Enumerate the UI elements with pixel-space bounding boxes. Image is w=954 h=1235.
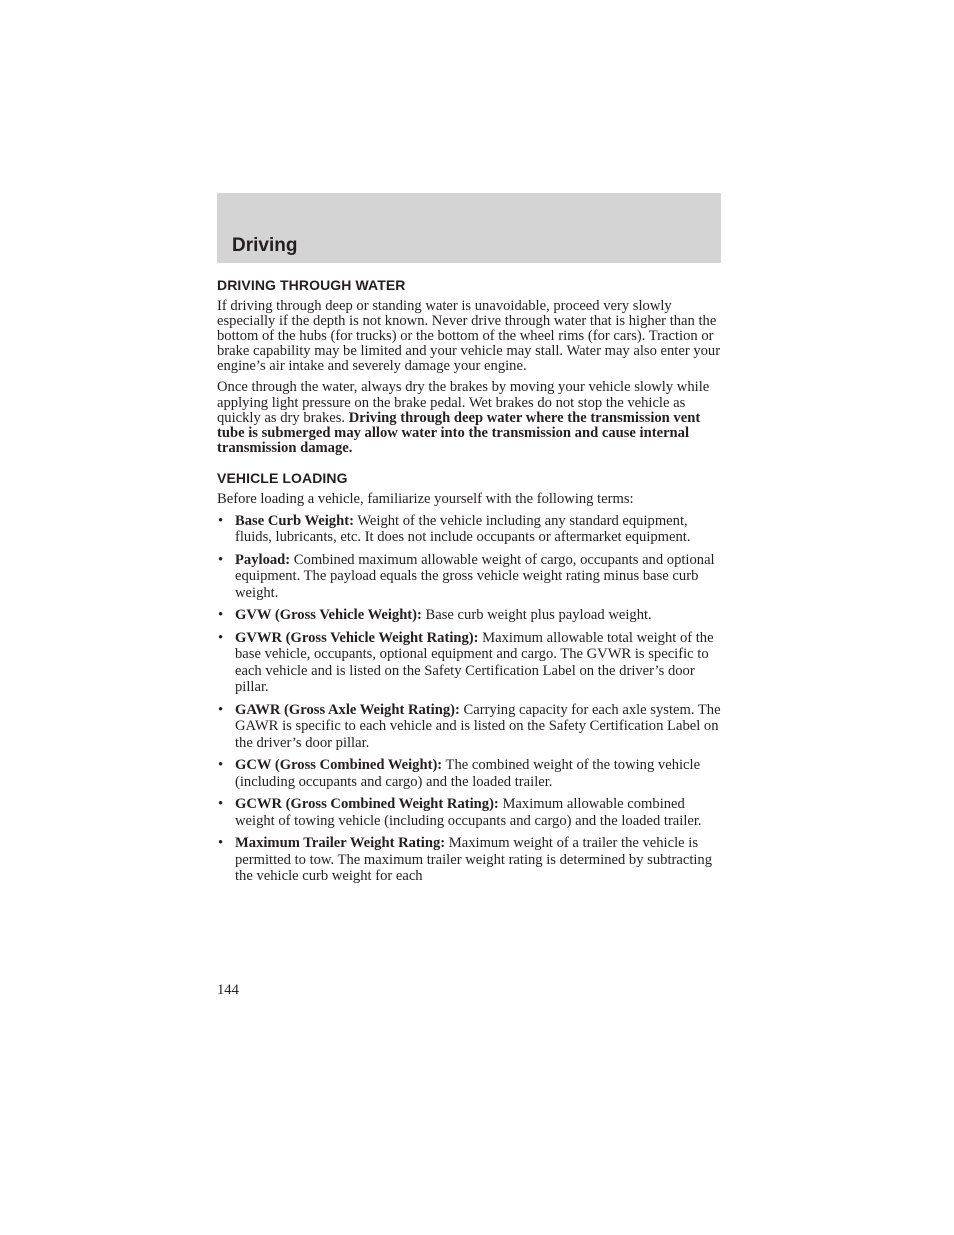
term-label: GCWR (Gross Combined Weight Rating): [235, 796, 499, 813]
term-definition: The combined weight of the towing vehicle (including occupants and cargo) and the loaded trailer. [235, 757, 701, 790]
term-label: GAWR (Gross Axle Weight Rating): [235, 701, 460, 718]
list-item-gcw [217, 757, 723, 790]
term-label: GVWR (Gross Vehicle Weight Rating): [235, 630, 479, 647]
bullet-icon: • [218, 796, 224, 813]
term-label: GVW (Gross Vehicle Weight): [235, 607, 422, 624]
term-definition: Maximum weight of a trailer the vehicle is permitted to tow. The maximum trailer weight rating is determined by subtracting the vehicle curb weight for each [235, 835, 713, 885]
water-paragraph-2-text: Once through the water, always dry the brakes by moving your vehicle slowly while applying light pressure on the brake pedal. Wet brakes do not stop the vehicle as quickly as dry brakes. [217, 379, 710, 426]
chapter-header-band [217, 193, 721, 263]
bullet-icon: • [218, 701, 224, 718]
term-definition: Base curb weight plus payload weight. [421, 607, 652, 624]
chapter-title: Driving [232, 235, 298, 256]
term-label: GCW (Gross Combined Weight): [235, 757, 443, 774]
term-definition: Maximum allowable combined weight of towing vehicle (including occupants and cargo) and the loaded trailer. [235, 796, 702, 829]
list-item-base-curb-weight [217, 513, 723, 546]
term-definition: Weight of the vehicle including any standard equipment, fluids, lubricants, etc. It does not include occupants or aftermarket equipment. [235, 513, 691, 546]
term-label: Base Curb Weight: [235, 513, 354, 530]
list-item-gcwr [217, 796, 723, 829]
term-definition: Carrying capacity for each axle system. The GAWR is specific to each vehicle and is listed on the Safety Certification Label on the driver’s door pillar. [235, 701, 721, 751]
bullet-icon: • [218, 835, 224, 852]
section-heading-driving-through-water: DRIVING THROUGH WATER [217, 277, 406, 293]
list-item-maximum-trailer-weight-rating [217, 835, 723, 884]
bullet-icon: • [218, 757, 224, 774]
water-paragraph-1: If driving through deep or standing water is unavoidable, proceed very slowly especially if the depth is not known. Never drive through water that is higher than the bottom of the hubs (for trucks) or the bottom of the wheel rims (for cars). Traction or brake capability may be limited and your vehicle may stall. Water may also enter your engine’s air intake and severely damage your engine. [217, 298, 721, 375]
list-item-payload [217, 552, 723, 601]
bullet-icon: • [218, 552, 224, 569]
term-definition: Maximum allowable total weight of the base vehicle, occupants, optional equipment and cargo. The GVWR is specific to each vehicle and is listed on the Safety Certification Label on the driver’s door pillar. [235, 630, 714, 696]
page-number: 144 [217, 982, 239, 998]
loading-intro: Before loading a vehicle, familiarize yourself with the following terms: [217, 490, 634, 507]
term-definition: Combined maximum allowable weight of cargo, occupants and optional equipment. The payload equals the gross vehicle weight rating minus base curb weight. [235, 552, 715, 601]
water-paragraph-2 [217, 380, 723, 455]
water-warning-text: Driving through deep water where the transmission vent tube is submerged may allow water into the transmission and cause internal transmission damage. [217, 409, 701, 456]
list-item-gvwr [217, 630, 723, 696]
loading-terms-list [217, 513, 723, 884]
section-heading-vehicle-loading: VEHICLE LOADING [217, 469, 348, 486]
term-label: Maximum Trailer Weight Rating: [235, 835, 446, 852]
bullet-icon: • [218, 607, 224, 624]
list-item-gawr [217, 702, 723, 751]
bullet-icon: • [218, 513, 224, 530]
term-label: Payload: [235, 552, 291, 569]
list-item-gvw [217, 607, 723, 623]
page-content [217, 277, 723, 891]
bullet-icon: • [218, 630, 224, 647]
